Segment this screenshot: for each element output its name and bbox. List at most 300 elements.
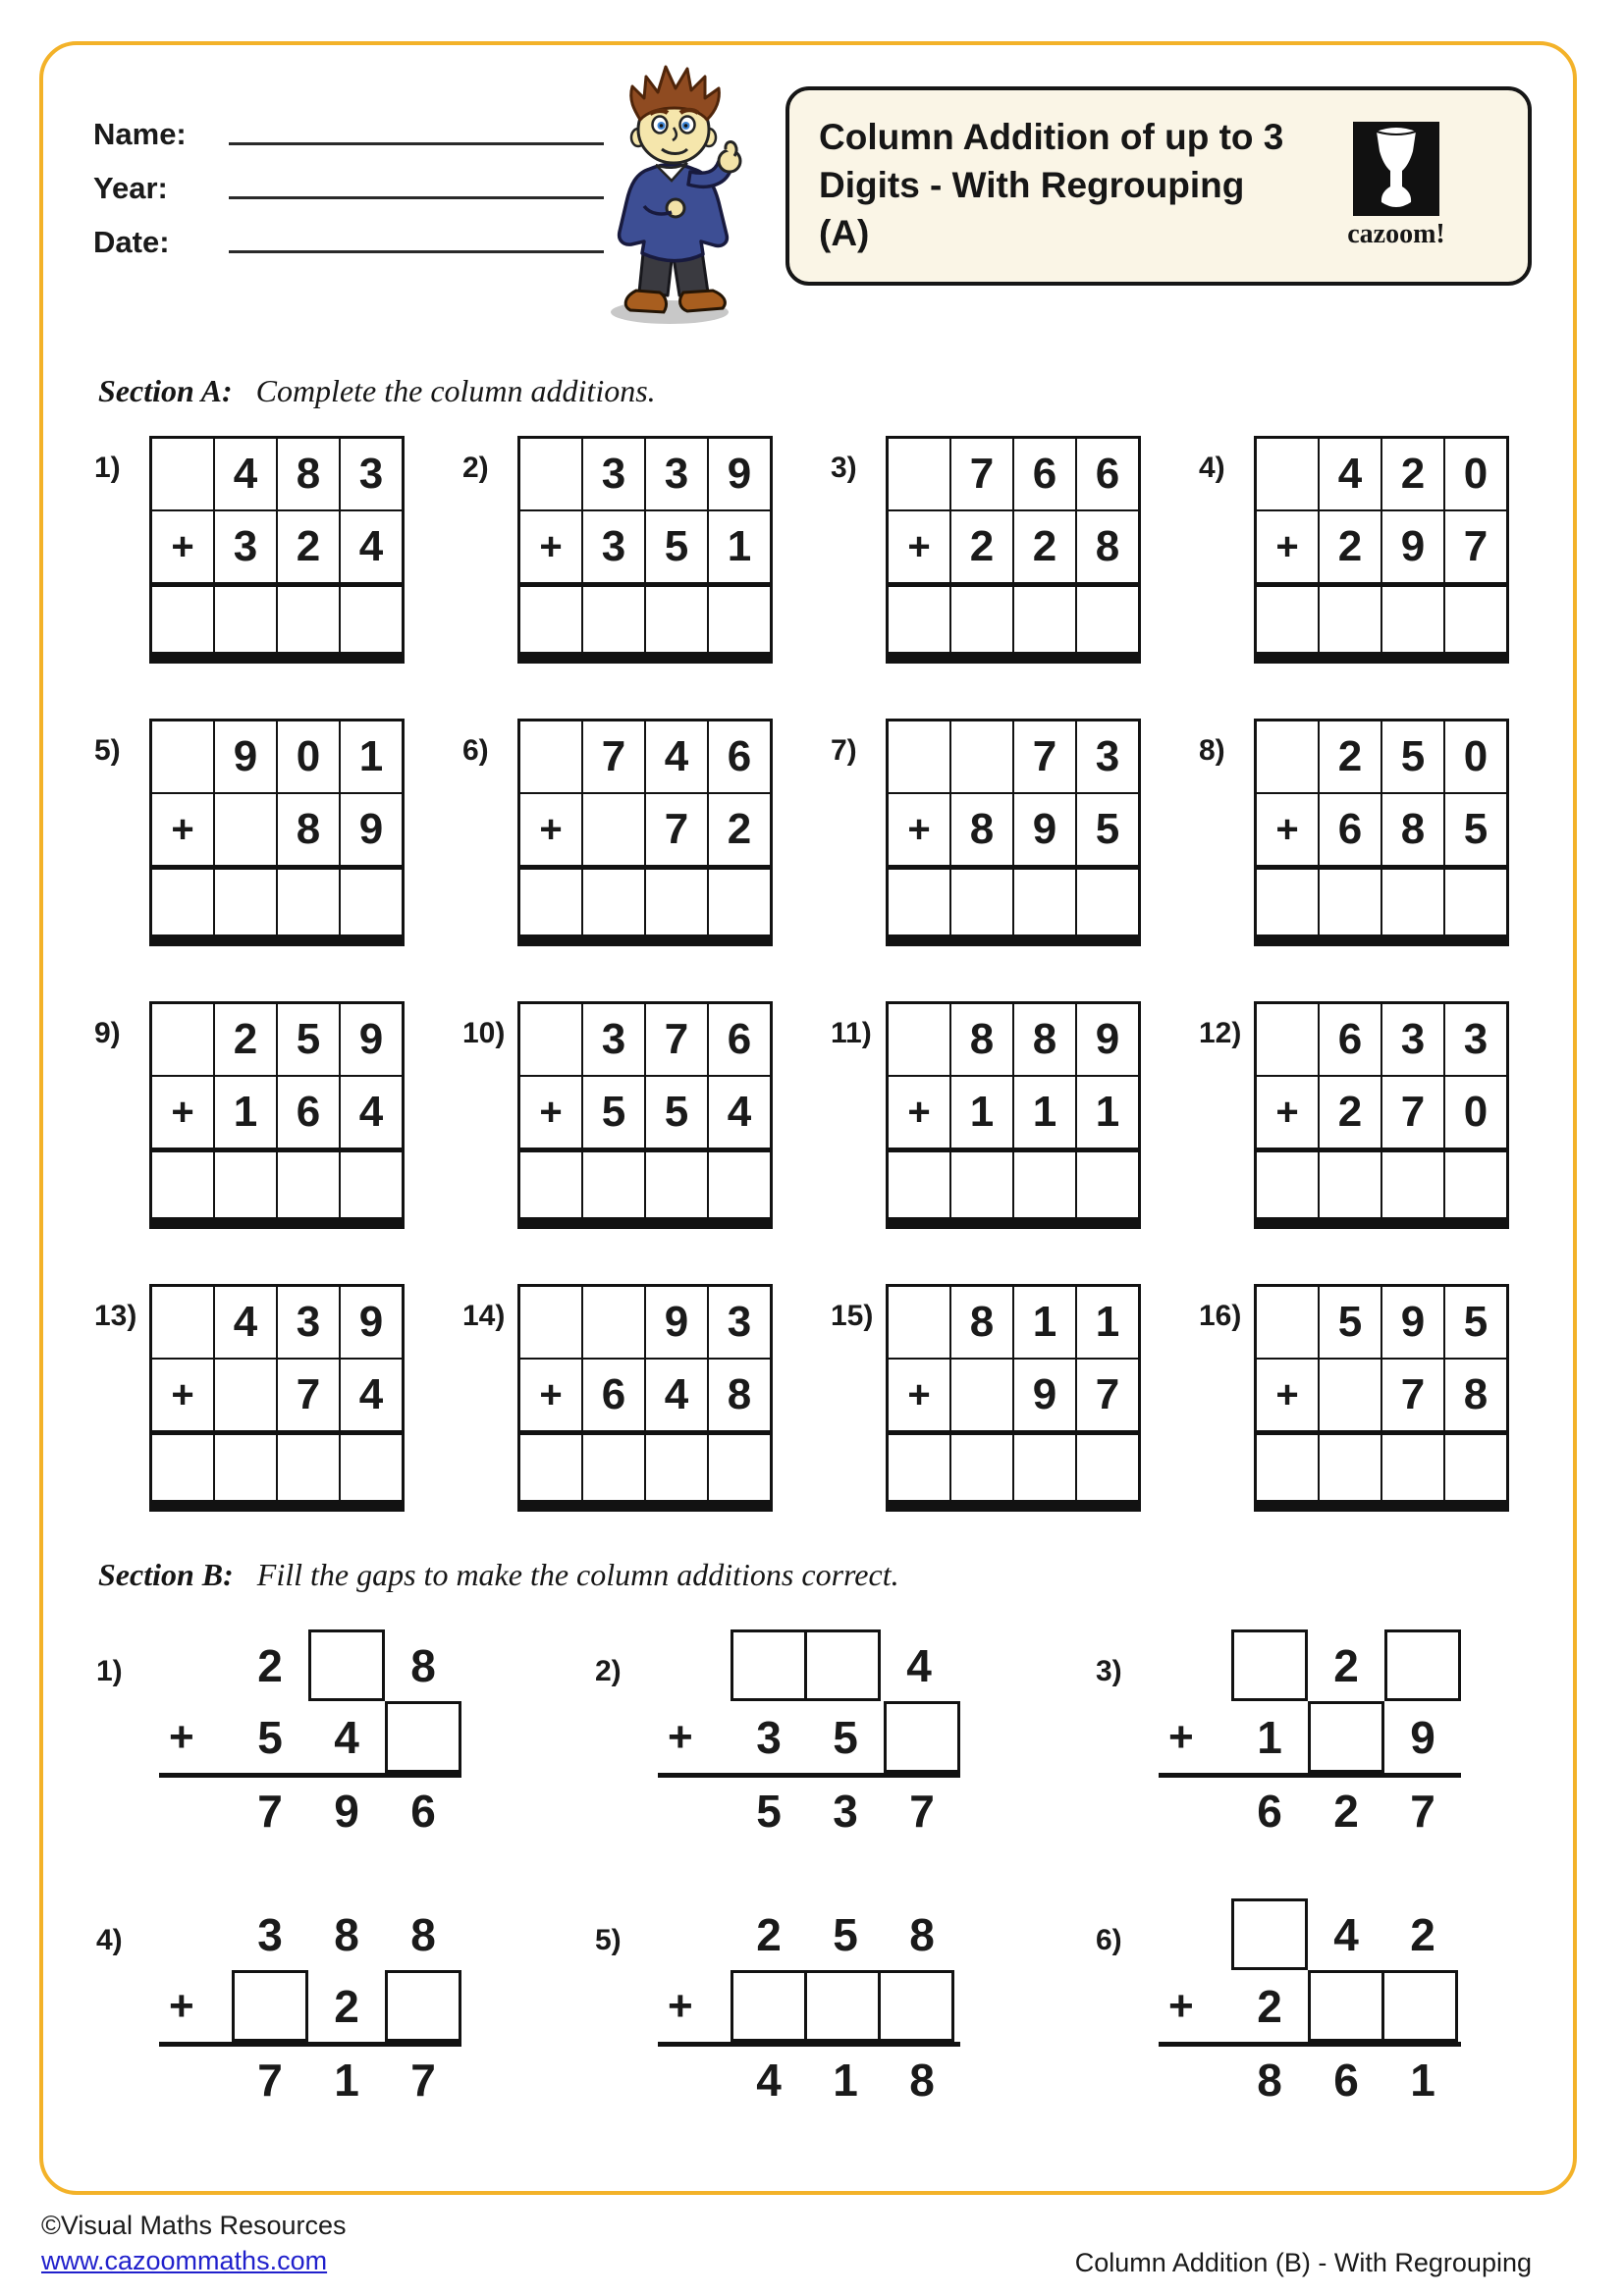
- problem-row: [1231, 1629, 1461, 1701]
- digit-cell: 5: [645, 1076, 708, 1150]
- answer-cell: [1319, 1433, 1381, 1507]
- addition-problem: [831, 1001, 1199, 1229]
- digit-cell: 2: [1319, 510, 1381, 585]
- digit-cell: 8: [1076, 510, 1140, 585]
- b-answer-digit: 7: [257, 1785, 283, 1837]
- addition-problem: [94, 1001, 462, 1229]
- problem-row: [668, 1701, 960, 1773]
- digit-cell: 6: [1319, 793, 1381, 868]
- digit-cell: 7: [582, 721, 645, 794]
- digit-cell: 6: [708, 721, 772, 794]
- answer-cell: [1013, 1433, 1076, 1507]
- addition-problem: [1199, 436, 1567, 664]
- digit-cell: 5: [1381, 721, 1444, 794]
- digit-cell: 3: [1381, 1003, 1444, 1077]
- problem-body: [169, 1898, 461, 2113]
- addition-problem: [831, 436, 1199, 664]
- digit-cell: 7: [1381, 1076, 1444, 1150]
- blank-cell: [888, 1003, 951, 1077]
- blank-cell: [519, 1286, 583, 1360]
- mascot-boy-illustration: [589, 59, 771, 331]
- b-answer-digit: 8: [1257, 2054, 1282, 2106]
- blank-cell: [1256, 1286, 1320, 1360]
- b-box-cell: [385, 1970, 461, 2042]
- digit-cell: 4: [340, 1359, 404, 1433]
- cazoom-logo-drum-icon: [1353, 122, 1439, 216]
- answer-cell: [214, 1150, 277, 1224]
- digit-cell: 9: [1381, 510, 1444, 585]
- answer-cell: [888, 1150, 951, 1224]
- digit-cell: 8: [1444, 1359, 1508, 1433]
- answer-cell: [1319, 585, 1381, 659]
- b-box-cell: [1308, 1701, 1384, 1773]
- blank-cell: [151, 1003, 215, 1077]
- blank-cell: [888, 438, 951, 511]
- gap-addition-problem: [96, 1629, 461, 1844]
- blank-cell: [950, 721, 1013, 794]
- b-box-cell: [232, 1970, 308, 2042]
- digit-cell: 3: [1444, 1003, 1508, 1077]
- digit-cell: 7: [950, 438, 1013, 511]
- answer-cell: [1381, 1433, 1444, 1507]
- digit-cell: 7: [645, 1003, 708, 1077]
- digit-cell: 8: [1013, 1003, 1076, 1077]
- b-digit-cell: 2: [756, 1908, 782, 1960]
- problem-number: 11): [831, 1017, 872, 1049]
- answer-cell: [340, 1433, 404, 1507]
- b-digit-cell: 8: [410, 1639, 436, 1691]
- addition-grid: [517, 719, 773, 946]
- answer-cell: [888, 1433, 951, 1507]
- answer-cell: [708, 1150, 772, 1224]
- b-digit-cell: 3: [756, 1711, 782, 1763]
- b-box-cell: [1381, 1970, 1458, 2042]
- problem-number: 2): [462, 452, 489, 484]
- b-answer-digit: 1: [334, 2054, 359, 2106]
- problem-number: 8): [1199, 734, 1225, 767]
- b-digit-cell: 8: [909, 1908, 935, 1960]
- digit-cell: 1: [1013, 1076, 1076, 1150]
- problem-row: [1231, 1778, 1461, 1844]
- answer-cell: [151, 868, 215, 941]
- digit-cell: 9: [1013, 793, 1076, 868]
- date-field: [93, 206, 604, 260]
- blank-cell: [519, 1003, 583, 1077]
- plus-sign: +: [1168, 1982, 1194, 2030]
- answer-cell: [1444, 585, 1508, 659]
- plus-sign: +: [151, 1076, 215, 1150]
- addition-grid: [517, 1001, 773, 1229]
- section-a-heading: [98, 373, 656, 409]
- answer-cell: [214, 1433, 277, 1507]
- problem-row: [1231, 2047, 1461, 2113]
- problem-number: 2): [595, 1655, 622, 1687]
- answer-cell: [214, 585, 277, 659]
- answer-cell: [888, 868, 951, 941]
- digit-cell: 6: [1076, 438, 1140, 511]
- blank-cell: [519, 438, 583, 511]
- digit-cell: 3: [214, 510, 277, 585]
- problem-body: [169, 1629, 461, 1844]
- addition-problem: [462, 436, 831, 664]
- addition-problem: [1199, 719, 1567, 946]
- field-label: Name:: [93, 117, 187, 151]
- answer-cell: [1256, 868, 1320, 941]
- footer-right-title: Column Addition (B) - With Regrouping: [1074, 2248, 1532, 2277]
- answer-cell: [950, 1433, 1013, 1507]
- addition-grid: [1254, 436, 1509, 664]
- write-line: [229, 142, 604, 145]
- blank-cell: [1256, 438, 1320, 511]
- addition-grid: [149, 1001, 405, 1229]
- digit-cell: 6: [708, 1003, 772, 1077]
- answer-cell: [1256, 1150, 1320, 1224]
- answer-cell: [1256, 1433, 1320, 1507]
- addition-problem: [94, 436, 462, 664]
- cazoom-logo: [1298, 122, 1494, 250]
- digit-cell: 5: [1076, 793, 1140, 868]
- digit-cell: 8: [708, 1359, 772, 1433]
- digit-cell: 1: [1013, 1286, 1076, 1360]
- answer-cell: [277, 868, 340, 941]
- problem-number: 9): [94, 1017, 121, 1049]
- addition-grid: [517, 436, 773, 664]
- problem-number: 1): [96, 1655, 123, 1687]
- plus-sign: +: [888, 1076, 951, 1150]
- plus-sign: +: [519, 1359, 583, 1433]
- b-answer-digit: 6: [1257, 1785, 1282, 1837]
- answer-cell: [950, 585, 1013, 659]
- answer-cell: [645, 1433, 708, 1507]
- digit-cell: 8: [277, 793, 340, 868]
- problem-number: 14): [462, 1300, 506, 1332]
- b-box-cell: [731, 1970, 807, 2042]
- answer-cell: [1076, 1433, 1140, 1507]
- b-digit-cell: 2: [1410, 1908, 1435, 1960]
- answer-cell: [950, 868, 1013, 941]
- problem-number: 4): [1199, 452, 1225, 484]
- digit-cell: 3: [582, 510, 645, 585]
- plus-sign: +: [1168, 1713, 1194, 1761]
- answer-cell: [582, 868, 645, 941]
- digit-cell: 5: [1444, 793, 1508, 868]
- digit-cell: 0: [277, 721, 340, 794]
- problem-number: 6): [462, 734, 489, 767]
- blank-cell: [888, 721, 951, 794]
- b-box-cell: [731, 1629, 807, 1701]
- b-digit-cell: 3: [257, 1908, 283, 1960]
- b-box-cell: [385, 1701, 461, 1773]
- digit-cell: 3: [645, 438, 708, 511]
- b-box-cell: [884, 1701, 960, 1773]
- b-digit-cell: 2: [334, 1980, 359, 2032]
- blank-cell: [214, 793, 277, 868]
- digit-cell: 4: [214, 1286, 277, 1360]
- digit-cell: 2: [1319, 721, 1381, 794]
- digit-cell: 1: [1076, 1076, 1140, 1150]
- digit-cell: 2: [214, 1003, 277, 1077]
- b-answer-digit: 4: [756, 2054, 782, 2106]
- digit-cell: 3: [1076, 721, 1140, 794]
- digit-cell: 9: [708, 438, 772, 511]
- write-line: [229, 250, 604, 253]
- section-b-heading: [98, 1557, 899, 1593]
- digit-cell: 1: [214, 1076, 277, 1150]
- addition-grid: [886, 1001, 1141, 1229]
- section-b-instruction: Fill the gaps to make the column additions correct.: [256, 1557, 899, 1592]
- problem-row: [169, 1970, 461, 2042]
- gap-addition-problem: [1096, 1898, 1461, 2113]
- plus-sign: +: [1256, 1359, 1320, 1433]
- plus-sign: +: [888, 1359, 951, 1433]
- digit-cell: 6: [1013, 438, 1076, 511]
- problem-row: [1168, 1701, 1461, 1773]
- digit-cell: 7: [277, 1359, 340, 1433]
- digit-cell: 4: [340, 510, 404, 585]
- b-answer-digit: 6: [1333, 2054, 1359, 2106]
- problem-number: 16): [1199, 1300, 1242, 1332]
- name-field: [93, 98, 604, 152]
- problem-number: 7): [831, 734, 857, 767]
- plus-sign: +: [519, 793, 583, 868]
- answer-cell: [708, 1433, 772, 1507]
- problem-row: [1231, 1898, 1461, 1970]
- plus-sign: +: [668, 1982, 693, 2030]
- answer-cell: [1256, 585, 1320, 659]
- answer-cell: [519, 1433, 583, 1507]
- plus-sign: +: [888, 793, 951, 868]
- digit-cell: 3: [582, 1003, 645, 1077]
- b-answer-digit: 9: [334, 1785, 359, 1837]
- b-digit-cell: 9: [1410, 1711, 1435, 1763]
- gap-addition-problem: [96, 1898, 461, 2113]
- answer-cell: [1444, 1433, 1508, 1507]
- blank-cell: [950, 1359, 1013, 1433]
- gap-addition-problem: [1096, 1629, 1461, 1844]
- b-digit-cell: 5: [833, 1908, 858, 1960]
- digit-cell: 9: [340, 793, 404, 868]
- blank-cell: [151, 438, 215, 511]
- answer-cell: [151, 585, 215, 659]
- answer-cell: [277, 1433, 340, 1507]
- section-a-instruction: Complete the column additions.: [255, 373, 656, 408]
- blank-cell: [1256, 721, 1320, 794]
- answer-cell: [645, 868, 708, 941]
- problem-body: [668, 1629, 960, 1844]
- digit-cell: 6: [1319, 1003, 1381, 1077]
- answer-cell: [340, 868, 404, 941]
- gap-addition-problem: [595, 1898, 960, 2113]
- addition-problem: [831, 719, 1199, 946]
- answer-cell: [1013, 585, 1076, 659]
- problem-body: [1168, 1629, 1461, 1844]
- gap-addition-problem: [595, 1629, 960, 1844]
- answer-cell: [1381, 585, 1444, 659]
- plus-sign: +: [1256, 793, 1320, 868]
- addition-problem: [462, 1284, 831, 1512]
- blank-cell: [582, 793, 645, 868]
- digit-cell: 0: [1444, 438, 1508, 511]
- digit-cell: 9: [645, 1286, 708, 1360]
- b-box-cell: [1384, 1629, 1461, 1701]
- answer-cell: [1319, 1150, 1381, 1224]
- write-line: [229, 196, 604, 199]
- blank-cell: [1319, 1359, 1381, 1433]
- plus-sign: +: [1256, 1076, 1320, 1150]
- answer-cell: [519, 868, 583, 941]
- digit-cell: 2: [1381, 438, 1444, 511]
- problem-number: 12): [1199, 1017, 1242, 1049]
- digit-cell: 7: [1076, 1359, 1140, 1433]
- plus-sign: +: [519, 1076, 583, 1150]
- digit-cell: 0: [1444, 1076, 1508, 1150]
- answer-cell: [645, 585, 708, 659]
- answer-cell: [340, 1150, 404, 1224]
- b-digit-cell: 4: [1333, 1908, 1359, 1960]
- answer-cell: [708, 868, 772, 941]
- b-digit-cell: 1: [1257, 1711, 1282, 1763]
- problem-row: [731, 1629, 960, 1701]
- digit-cell: 4: [340, 1076, 404, 1150]
- digit-cell: 0: [1444, 721, 1508, 794]
- digit-cell: 8: [950, 1003, 1013, 1077]
- answer-cell: [1381, 868, 1444, 941]
- b-answer-digit: 7: [257, 2054, 283, 2106]
- header-fields: [93, 98, 604, 260]
- problem-number: 3): [831, 452, 857, 484]
- addition-grid: [1254, 1284, 1509, 1512]
- digit-cell: 4: [214, 438, 277, 511]
- digit-cell: 3: [277, 1286, 340, 1360]
- blank-cell: [1256, 1003, 1320, 1077]
- title-box: [785, 86, 1532, 286]
- problem-number: 3): [1096, 1655, 1122, 1687]
- answer-cell: [1076, 868, 1140, 941]
- plus-sign: +: [169, 1713, 194, 1761]
- problem-number: 4): [96, 1924, 123, 1956]
- problem-body: [668, 1898, 960, 2113]
- answer-cell: [340, 585, 404, 659]
- problem-row: [1168, 1970, 1461, 2042]
- digit-cell: 5: [1319, 1286, 1381, 1360]
- b-digit-cell: 8: [334, 1908, 359, 1960]
- addition-grid: [149, 719, 405, 946]
- answer-cell: [1013, 1150, 1076, 1224]
- digit-cell: 8: [277, 438, 340, 511]
- answer-cell: [1319, 868, 1381, 941]
- year-field: [93, 152, 604, 206]
- page-title: Column Addition of up to 3 Digits - With Regrouping (A): [819, 117, 1284, 253]
- b-answer-digit: 3: [833, 1785, 858, 1837]
- plus-sign: +: [519, 510, 583, 585]
- addition-grid: [517, 1284, 773, 1512]
- problem-number: 5): [595, 1924, 622, 1956]
- addition-grid: [886, 436, 1141, 664]
- digit-cell: 3: [582, 438, 645, 511]
- b-box-cell: [804, 1629, 881, 1701]
- digit-cell: 3: [708, 1286, 772, 1360]
- answer-cell: [1076, 585, 1140, 659]
- digit-cell: 7: [1444, 510, 1508, 585]
- addition-grid: [886, 719, 1141, 946]
- b-answer-digit: 7: [909, 1785, 935, 1837]
- b-box-cell: [1231, 1898, 1308, 1970]
- problem-number: 1): [94, 452, 121, 484]
- b-answer-digit: 7: [1410, 1785, 1435, 1837]
- digit-cell: 3: [340, 438, 404, 511]
- addition-grid: [1254, 1001, 1509, 1229]
- b-box-cell: [1308, 1970, 1384, 2042]
- problem-row: [232, 2047, 461, 2113]
- digit-cell: 5: [1444, 1286, 1508, 1360]
- website-link[interactable]: www.cazoommaths.com: [41, 2246, 328, 2275]
- blank-cell: [151, 721, 215, 794]
- digit-cell: 7: [1013, 721, 1076, 794]
- digit-cell: 5: [582, 1076, 645, 1150]
- b-box-cell: [804, 1970, 881, 2042]
- problem-row: [668, 1970, 960, 2042]
- problem-number: 13): [94, 1300, 137, 1332]
- digit-cell: 1: [1076, 1286, 1140, 1360]
- problem-row: [232, 1898, 461, 1970]
- b-digit-cell: 4: [906, 1639, 932, 1691]
- problem-row: [232, 1629, 461, 1701]
- b-answer-digit: 7: [410, 2054, 436, 2106]
- digit-cell: 8: [950, 793, 1013, 868]
- b-box-cell: [308, 1629, 385, 1701]
- b-answer-digit: 5: [756, 1785, 782, 1837]
- addition-problem: [462, 1001, 831, 1229]
- problem-row: [232, 1778, 461, 1844]
- digit-cell: 9: [1013, 1359, 1076, 1433]
- addition-problem: [1199, 1001, 1567, 1229]
- digit-cell: 7: [645, 793, 708, 868]
- digit-cell: 9: [340, 1286, 404, 1360]
- b-answer-digit: 1: [833, 2054, 858, 2106]
- problem-row: [169, 1701, 461, 1773]
- digit-cell: 2: [1013, 510, 1076, 585]
- digit-cell: 9: [340, 1003, 404, 1077]
- footer-left: [41, 2211, 347, 2276]
- answer-cell: [708, 585, 772, 659]
- b-digit-cell: 5: [257, 1711, 283, 1763]
- answer-cell: [582, 1433, 645, 1507]
- answer-cell: [1444, 868, 1508, 941]
- problem-row: [731, 1778, 960, 1844]
- addition-problem: [462, 719, 831, 946]
- answer-cell: [519, 585, 583, 659]
- b-digit-cell: 4: [334, 1711, 359, 1763]
- digit-cell: 9: [214, 721, 277, 794]
- digit-cell: 8: [950, 1286, 1013, 1360]
- problem-number: 5): [94, 734, 121, 767]
- addition-problem: [94, 1284, 462, 1512]
- answer-cell: [277, 585, 340, 659]
- digit-cell: 5: [645, 510, 708, 585]
- digit-cell: 4: [645, 721, 708, 794]
- plus-sign: +: [668, 1713, 693, 1761]
- plus-sign: +: [151, 510, 215, 585]
- addition-problem: [94, 719, 462, 946]
- digit-cell: 4: [1319, 438, 1381, 511]
- digit-cell: 4: [645, 1359, 708, 1433]
- field-label: Year:: [93, 171, 168, 205]
- section-a-label: Section A:: [98, 373, 233, 408]
- b-answer-digit: 1: [1410, 2054, 1435, 2106]
- digit-cell: 6: [582, 1359, 645, 1433]
- answer-cell: [519, 1150, 583, 1224]
- blank-cell: [151, 1286, 215, 1360]
